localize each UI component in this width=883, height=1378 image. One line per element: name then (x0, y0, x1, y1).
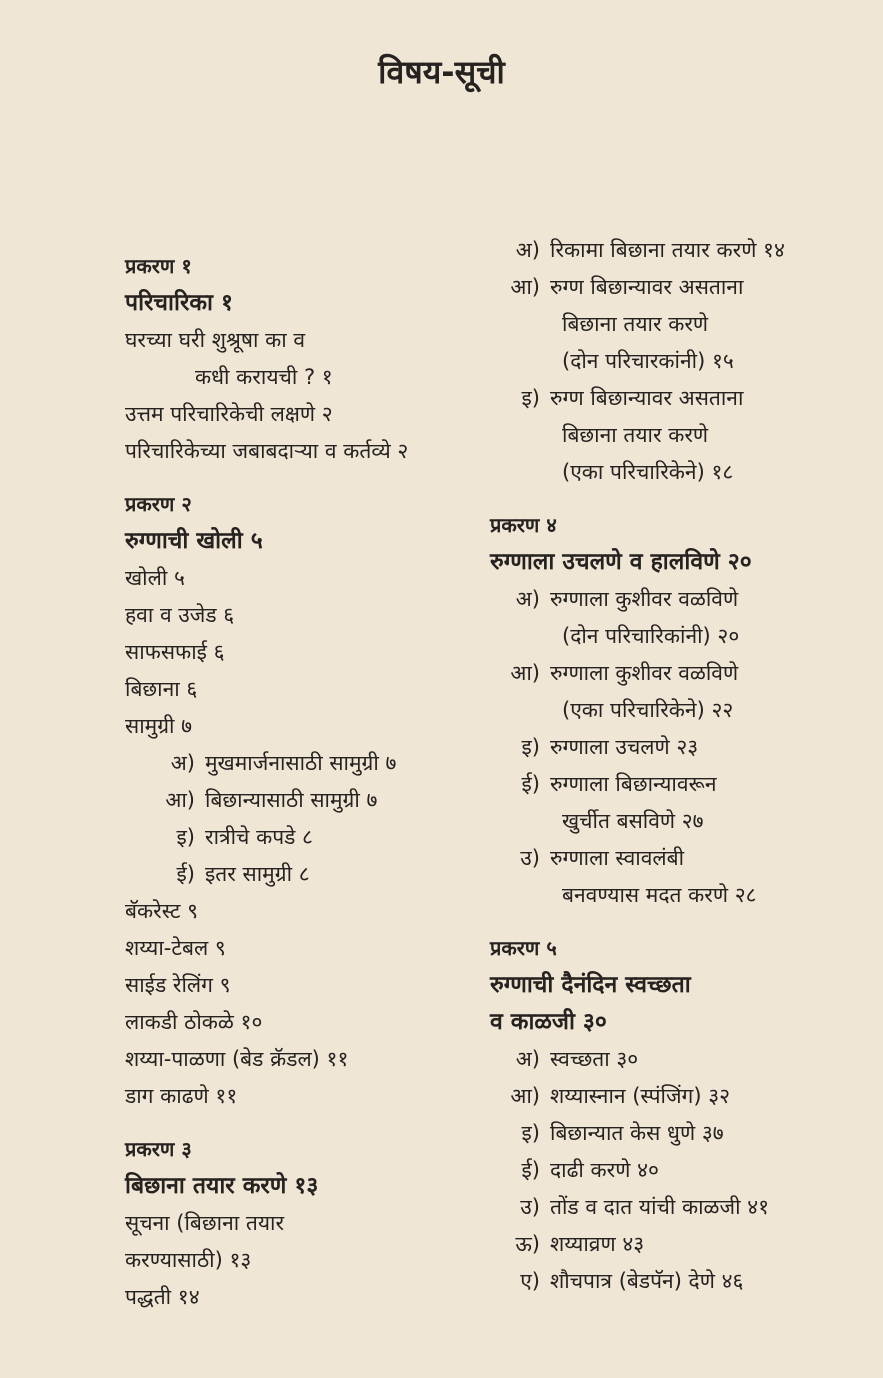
subentry-text: बिछान्यासाठी सामुग्री ७ (205, 788, 378, 812)
toc-entry: उत्तम परिचारिकेची लक्षणे २ (125, 402, 333, 426)
toc-entry-continuation: बनवण्यास मदत करणे २८ (562, 883, 757, 907)
subentry-text: रुग्णाला कुशीवर वळविणे (550, 587, 739, 611)
toc-subentry (490, 581, 785, 618)
chapter-heading: प्रकरण ५ (490, 936, 557, 960)
toc-entry: साफसफाई ६ (125, 640, 225, 664)
subentry-marker: आ) (510, 661, 540, 685)
subentry-marker: अ) (170, 751, 195, 775)
subentry-text: रिकामा बिछाना तयार करणे १४ (550, 238, 785, 262)
toc-subentry (490, 1152, 785, 1189)
subentry-text: मुखमार्जनासाठी सामुग्री ७ (205, 751, 397, 775)
toc-entry-continuation: बिछाना तयार करणे (562, 312, 709, 336)
subentry-text: रुग्णाला कुशीवर वळविणे (550, 661, 739, 685)
toc-entry: शय्या-टेबल ९ (125, 936, 226, 960)
toc-entry: लाकडी ठोकळे १० (125, 1010, 263, 1034)
subentry-marker: ई) (521, 1158, 540, 1182)
page-title: विषय-सूची (378, 53, 505, 91)
toc-entry: बिछाना ६ (125, 677, 198, 701)
chapter-heading: प्रकरण १ (125, 254, 192, 278)
toc-subentry (490, 1189, 785, 1226)
subentry-marker: अ) (515, 238, 540, 262)
toc-subentry (490, 729, 785, 766)
toc-subentry (490, 655, 785, 692)
subentry-text: रुग्ण बिछान्यावर असताना (550, 275, 744, 299)
toc-entry: शय्या-पाळणा (बेड क्रॅडल) ११ (125, 1047, 349, 1071)
toc-entry-continuation: बिछाना तयार करणे (562, 423, 709, 447)
toc-entry: करण्यासाठी) १३ (125, 1248, 252, 1272)
subentry-text: रुग्णाला बिछान्यावरून (550, 772, 717, 796)
subentry-text: रुग्ण बिछान्यावर असताना (550, 386, 744, 410)
toc-entry: सामुग्री ७ (125, 714, 193, 738)
subentry-marker: ऊ) (515, 1232, 540, 1256)
toc-entry: हवा व उजेड ६ (125, 603, 235, 627)
subentry-text: तोंड व दात यांची काळजी ४१ (550, 1195, 770, 1219)
chapter-title: रुग्णाची खोली ५ (125, 528, 263, 554)
toc-subentry (125, 856, 408, 893)
chapter-heading: प्रकरण ४ (490, 513, 557, 537)
toc-entry-continuation: कधी करायची ? १ (195, 365, 333, 389)
subentry-text: इतर सामुग्री ८ (205, 862, 310, 886)
toc-entry-continuation: (एका परिचारिकेने) २२ (562, 698, 734, 722)
subentry-text: शय्यास्नान (स्पंजिंग) ३२ (550, 1084, 731, 1108)
subentry-text: स्वच्छता ३० (550, 1047, 639, 1071)
subentry-marker: ई) (521, 772, 540, 796)
toc-right-column (490, 232, 785, 1300)
subentry-text: बिछान्यात केस धुणे ३७ (550, 1121, 724, 1145)
subentry-marker: ए) (520, 1269, 540, 1293)
toc-entry: बॅकरेस्ट ९ (125, 899, 199, 923)
toc-subentry (490, 1115, 785, 1152)
subentry-marker: अ) (515, 587, 540, 611)
toc-subentry (125, 819, 408, 856)
subentry-marker: इ) (521, 735, 540, 759)
subentry-marker: इ) (521, 1121, 540, 1145)
toc-subentry (490, 1263, 785, 1300)
subentry-marker: इ) (176, 825, 195, 849)
toc-left-column (125, 248, 408, 1316)
toc-entry-continuation: (दोन परिचारकांनी) १५ (562, 349, 734, 373)
toc-subentry (490, 840, 785, 877)
subentry-marker: अ) (515, 1047, 540, 1071)
subentry-marker: आ) (510, 275, 540, 299)
toc-entry: घरच्या घरी शुश्रूषा का व (125, 328, 306, 352)
subentry-marker: उ) (520, 846, 540, 870)
subentry-text: शौचपात्र (बेडपॅन) देणे ४६ (550, 1269, 744, 1293)
subentry-marker: आ) (510, 1084, 540, 1108)
subentry-text: रुग्णाला स्वावलंबी (550, 846, 685, 870)
toc-entry-continuation: (दोन परिचारिकांनी) २० (562, 624, 740, 648)
toc-entry: साईड रेलिंग ९ (125, 973, 231, 997)
chapter-title: व काळजी ३० (490, 1009, 607, 1035)
toc-entry: परिचारिकेच्या जबाबदाऱ्या व कर्तव्ये २ (125, 439, 409, 463)
toc-entry-continuation: (एका परिचारिकेने) १८ (562, 460, 734, 484)
toc-subentry (490, 1226, 785, 1263)
toc-entry: खोली ५ (125, 566, 185, 590)
subentry-marker: आ) (165, 788, 195, 812)
toc-subentry (490, 380, 785, 417)
chapter-title: रुग्णाची दैनंदिन स्वच्छता (490, 972, 691, 998)
subentry-text: रात्रीचे कपडे ८ (205, 825, 313, 849)
chapter-heading: प्रकरण ३ (125, 1137, 192, 1161)
chapter-heading: प्रकरण २ (125, 492, 192, 516)
toc-subentry (125, 745, 408, 782)
chapter-title: बिछाना तयार करणे १३ (125, 1173, 319, 1199)
toc-entry: सूचना (बिछाना तयार (125, 1211, 285, 1235)
subentry-marker: ई) (176, 862, 195, 886)
toc-subentry (490, 1041, 785, 1078)
toc-entry: पद्धती १४ (125, 1285, 200, 1309)
toc-subentry (490, 269, 785, 306)
subentry-text: दाढी करणे ४० (550, 1158, 659, 1182)
toc-subentry (490, 766, 785, 803)
toc-subentry (490, 1078, 785, 1115)
toc-entry-continuation: खुर्चीत बसविणे २७ (562, 809, 704, 833)
subentry-marker: इ) (521, 386, 540, 410)
subentry-text: शय्याव्रण ४३ (550, 1232, 645, 1256)
chapter-title: रुग्णाला उचलणे व हालविणे २० (490, 549, 752, 575)
subentry-text: रुग्णाला उचलणे २३ (550, 735, 699, 759)
toc-subentry (490, 232, 785, 269)
subentry-marker: उ) (520, 1195, 540, 1219)
toc-entry: डाग काढणे ११ (125, 1084, 238, 1108)
chapter-title: परिचारिका १ (125, 290, 233, 316)
toc-subentry (125, 782, 408, 819)
